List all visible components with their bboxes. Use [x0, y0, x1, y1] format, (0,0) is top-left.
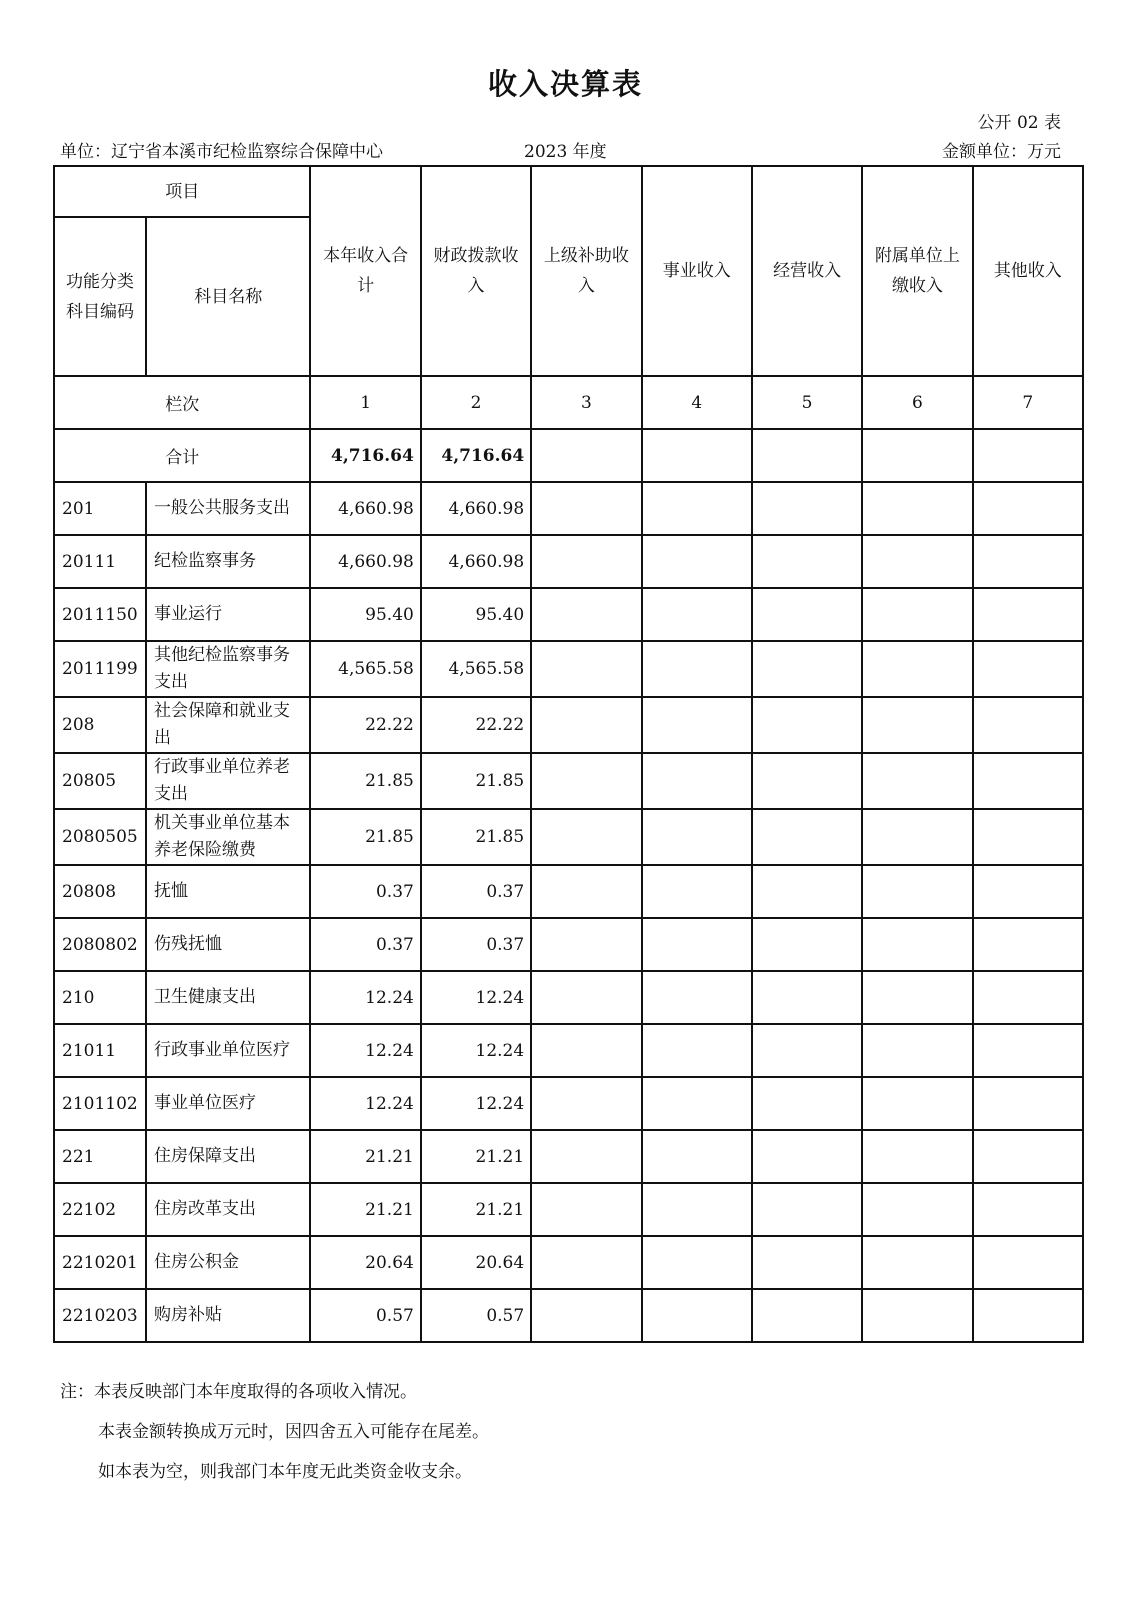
total-income-value: 4,716.64: [310, 429, 420, 482]
empty-cell: [973, 753, 1083, 809]
table-row: [54, 1236, 1083, 1289]
empty-cell: [752, 809, 862, 865]
row-code: 2080802: [54, 918, 146, 971]
row-name: 事业运行: [146, 588, 311, 641]
row-fiscal-value: 21.21: [421, 1183, 531, 1236]
table-row: [54, 753, 1083, 809]
row-total-value: 21.21: [310, 1183, 420, 1236]
header-superior: 上级补助收入: [531, 166, 641, 376]
row-total-value: 0.37: [310, 865, 420, 918]
empty-cell: [642, 1183, 752, 1236]
row-code: 21011: [54, 1024, 146, 1077]
row-fiscal-value: 0.37: [421, 918, 531, 971]
empty-cell: [642, 429, 752, 482]
empty-cell: [642, 809, 752, 865]
empty-cell: [752, 918, 862, 971]
empty-cell: [752, 1130, 862, 1183]
row-name: 事业单位医疗: [146, 1077, 311, 1130]
table-row: [54, 865, 1083, 918]
row-name: 住房保障支出: [146, 1130, 311, 1183]
empty-cell: [973, 641, 1083, 697]
empty-cell: [642, 641, 752, 697]
row-code: 210: [54, 971, 146, 1024]
column-number: 4: [642, 376, 752, 429]
empty-cell: [642, 535, 752, 588]
empty-cell: [642, 971, 752, 1024]
total-fiscal-value: 4,716.64: [421, 429, 531, 482]
empty-cell: [862, 1130, 972, 1183]
row-name: 购房补贴: [146, 1289, 311, 1342]
empty-cell: [642, 1289, 752, 1342]
empty-cell: [862, 1077, 972, 1130]
empty-cell: [973, 1289, 1083, 1342]
table-row: [54, 482, 1083, 535]
empty-cell: [752, 1236, 862, 1289]
header-operating: 经营收入: [752, 166, 862, 376]
row-code: 2011199: [54, 641, 146, 697]
row-code: 2011150: [54, 588, 146, 641]
row-name: 抚恤: [146, 865, 311, 918]
empty-cell: [862, 753, 972, 809]
column-number: 7: [973, 376, 1083, 429]
row-total-value: 95.40: [310, 588, 420, 641]
empty-cell: [973, 1236, 1083, 1289]
empty-cell: [642, 753, 752, 809]
note-line: 如本表为空，则我部门本年度无此类资金收支余。: [98, 1462, 472, 1482]
empty-cell: [531, 1077, 641, 1130]
empty-cell: [531, 753, 641, 809]
header-business: 事业收入: [642, 166, 752, 376]
empty-cell: [973, 1077, 1083, 1130]
empty-cell: [862, 588, 972, 641]
column-number: 5: [752, 376, 862, 429]
row-code: 2101102: [54, 1077, 146, 1130]
header-item: 项目: [54, 166, 310, 217]
empty-cell: [642, 865, 752, 918]
empty-cell: [973, 588, 1083, 641]
empty-cell: [752, 1024, 862, 1077]
row-code: 20805: [54, 753, 146, 809]
row-fiscal-value: 21.85: [421, 753, 531, 809]
column-number: 1: [310, 376, 420, 429]
header-name: 科目名称: [146, 217, 311, 376]
row-fiscal-value: 0.57: [421, 1289, 531, 1342]
header-affiliated: 附属单位上缴收入: [862, 166, 972, 376]
empty-cell: [752, 482, 862, 535]
form-number: 公开 02 表: [977, 113, 1061, 133]
row-code: 201: [54, 482, 146, 535]
row-total-value: 12.24: [310, 1077, 420, 1130]
empty-cell: [752, 429, 862, 482]
row-name: 其他纪检监察事务支出: [146, 641, 311, 697]
row-fiscal-value: 22.22: [421, 697, 531, 753]
empty-cell: [642, 482, 752, 535]
row-name: 住房改革支出: [146, 1183, 311, 1236]
empty-cell: [531, 1130, 641, 1183]
row-name: 机关事业单位基本养老保险缴费: [146, 809, 311, 865]
empty-cell: [642, 588, 752, 641]
row-code: 2210201: [54, 1236, 146, 1289]
header-other: 其他收入: [973, 166, 1083, 376]
empty-cell: [973, 809, 1083, 865]
empty-cell: [642, 918, 752, 971]
empty-cell: [531, 535, 641, 588]
empty-cell: [752, 1077, 862, 1130]
empty-cell: [531, 697, 641, 753]
row-code: 20111: [54, 535, 146, 588]
empty-cell: [862, 429, 972, 482]
empty-cell: [642, 1024, 752, 1077]
header-total: 本年收入合计: [310, 166, 420, 376]
empty-cell: [973, 1024, 1083, 1077]
empty-cell: [531, 588, 641, 641]
empty-cell: [531, 641, 641, 697]
row-code: 208: [54, 697, 146, 753]
header-code: 功能分类科目编码: [54, 217, 146, 376]
empty-cell: [531, 809, 641, 865]
empty-cell: [531, 429, 641, 482]
row-fiscal-value: 4,565.58: [421, 641, 531, 697]
table-row: [54, 809, 1083, 865]
empty-cell: [973, 918, 1083, 971]
empty-cell: [862, 918, 972, 971]
empty-cell: [973, 429, 1083, 482]
row-total-value: 21.85: [310, 753, 420, 809]
empty-cell: [531, 865, 641, 918]
empty-cell: [973, 535, 1083, 588]
empty-cell: [973, 1183, 1083, 1236]
column-number-row: [54, 376, 1083, 429]
row-name: 住房公积金: [146, 1236, 311, 1289]
empty-cell: [862, 482, 972, 535]
row-total-value: 4,660.98: [310, 482, 420, 535]
row-fiscal-value: 21.21: [421, 1130, 531, 1183]
row-total-value: 12.24: [310, 971, 420, 1024]
empty-cell: [752, 697, 862, 753]
empty-cell: [531, 1236, 641, 1289]
total-label: 合计: [54, 429, 310, 482]
column-number-label: 栏次: [54, 376, 310, 429]
empty-cell: [862, 641, 972, 697]
unit-label: 单位：辽宁省本溪市纪检监察综合保障中心: [60, 142, 383, 162]
empty-cell: [752, 753, 862, 809]
row-total-value: 12.24: [310, 1024, 420, 1077]
row-name: 一般公共服务支出: [146, 482, 311, 535]
row-fiscal-value: 20.64: [421, 1236, 531, 1289]
table-row: [54, 641, 1083, 697]
empty-cell: [531, 482, 641, 535]
row-total-value: 22.22: [310, 697, 420, 753]
total-row: [54, 429, 1083, 482]
empty-cell: [973, 971, 1083, 1024]
empty-cell: [531, 971, 641, 1024]
table-row: [54, 1183, 1083, 1236]
row-fiscal-value: 12.24: [421, 971, 531, 1024]
table-row: [54, 971, 1083, 1024]
row-name: 行政事业单位医疗: [146, 1024, 311, 1077]
table-row: [54, 1077, 1083, 1130]
row-total-value: 4,660.98: [310, 535, 420, 588]
row-total-value: 0.37: [310, 918, 420, 971]
empty-cell: [973, 697, 1083, 753]
empty-cell: [862, 865, 972, 918]
empty-cell: [752, 1289, 862, 1342]
empty-cell: [862, 697, 972, 753]
row-code: 22102: [54, 1183, 146, 1236]
row-name: 伤残抚恤: [146, 918, 311, 971]
table-row: [54, 1024, 1083, 1077]
empty-cell: [862, 535, 972, 588]
money-unit-label: 金额单位：万元: [942, 142, 1061, 162]
row-name: 卫生健康支出: [146, 971, 311, 1024]
fiscal-year: 2023 年度: [524, 142, 607, 162]
empty-cell: [973, 482, 1083, 535]
row-code: 2210203: [54, 1289, 146, 1342]
empty-cell: [973, 865, 1083, 918]
empty-cell: [862, 1236, 972, 1289]
row-fiscal-value: 12.24: [421, 1024, 531, 1077]
row-code: 221: [54, 1130, 146, 1183]
empty-cell: [752, 535, 862, 588]
row-name: 社会保障和就业支出: [146, 697, 311, 753]
income-table: [53, 165, 1084, 1343]
empty-cell: [862, 971, 972, 1024]
empty-cell: [752, 1183, 862, 1236]
row-code: 20808: [54, 865, 146, 918]
empty-cell: [642, 1077, 752, 1130]
table-row: [54, 1289, 1083, 1342]
row-fiscal-value: 95.40: [421, 588, 531, 641]
row-total-value: 4,565.58: [310, 641, 420, 697]
row-total-value: 21.21: [310, 1130, 420, 1183]
header-fiscal: 财政拨款收入: [421, 166, 531, 376]
row-total-value: 20.64: [310, 1236, 420, 1289]
column-number: 3: [531, 376, 641, 429]
column-number: 2: [421, 376, 531, 429]
empty-cell: [862, 1024, 972, 1077]
column-number: 6: [862, 376, 972, 429]
row-total-value: 21.85: [310, 809, 420, 865]
note-line: 注：本表反映部门本年度取得的各项收入情况。: [60, 1382, 417, 1402]
row-fiscal-value: 4,660.98: [421, 535, 531, 588]
table-row: [54, 535, 1083, 588]
row-fiscal-value: 21.85: [421, 809, 531, 865]
empty-cell: [531, 918, 641, 971]
table-row: [54, 918, 1083, 971]
row-code: 2080505: [54, 809, 146, 865]
empty-cell: [973, 1130, 1083, 1183]
table-row: [54, 1130, 1083, 1183]
empty-cell: [862, 1289, 972, 1342]
row-name: 行政事业单位养老支出: [146, 753, 311, 809]
note-line: 本表金额转换成万元时，因四舍五入可能存在尾差。: [98, 1422, 489, 1442]
empty-cell: [752, 588, 862, 641]
notes: [60, 1372, 489, 1492]
row-name: 纪检监察事务: [146, 535, 311, 588]
row-total-value: 0.57: [310, 1289, 420, 1342]
table-row: [54, 697, 1083, 753]
empty-cell: [752, 865, 862, 918]
row-fiscal-value: 0.37: [421, 865, 531, 918]
empty-cell: [862, 1183, 972, 1236]
empty-cell: [531, 1289, 641, 1342]
empty-cell: [531, 1183, 641, 1236]
empty-cell: [752, 641, 862, 697]
empty-cell: [862, 809, 972, 865]
empty-cell: [642, 1236, 752, 1289]
empty-cell: [642, 697, 752, 753]
table-row: [54, 588, 1083, 641]
row-fiscal-value: 12.24: [421, 1077, 531, 1130]
empty-cell: [752, 971, 862, 1024]
empty-cell: [531, 1024, 641, 1077]
header-row-item: [54, 166, 1083, 217]
page-title: 收入决算表: [487, 67, 643, 101]
row-fiscal-value: 4,660.98: [421, 482, 531, 535]
empty-cell: [642, 1130, 752, 1183]
